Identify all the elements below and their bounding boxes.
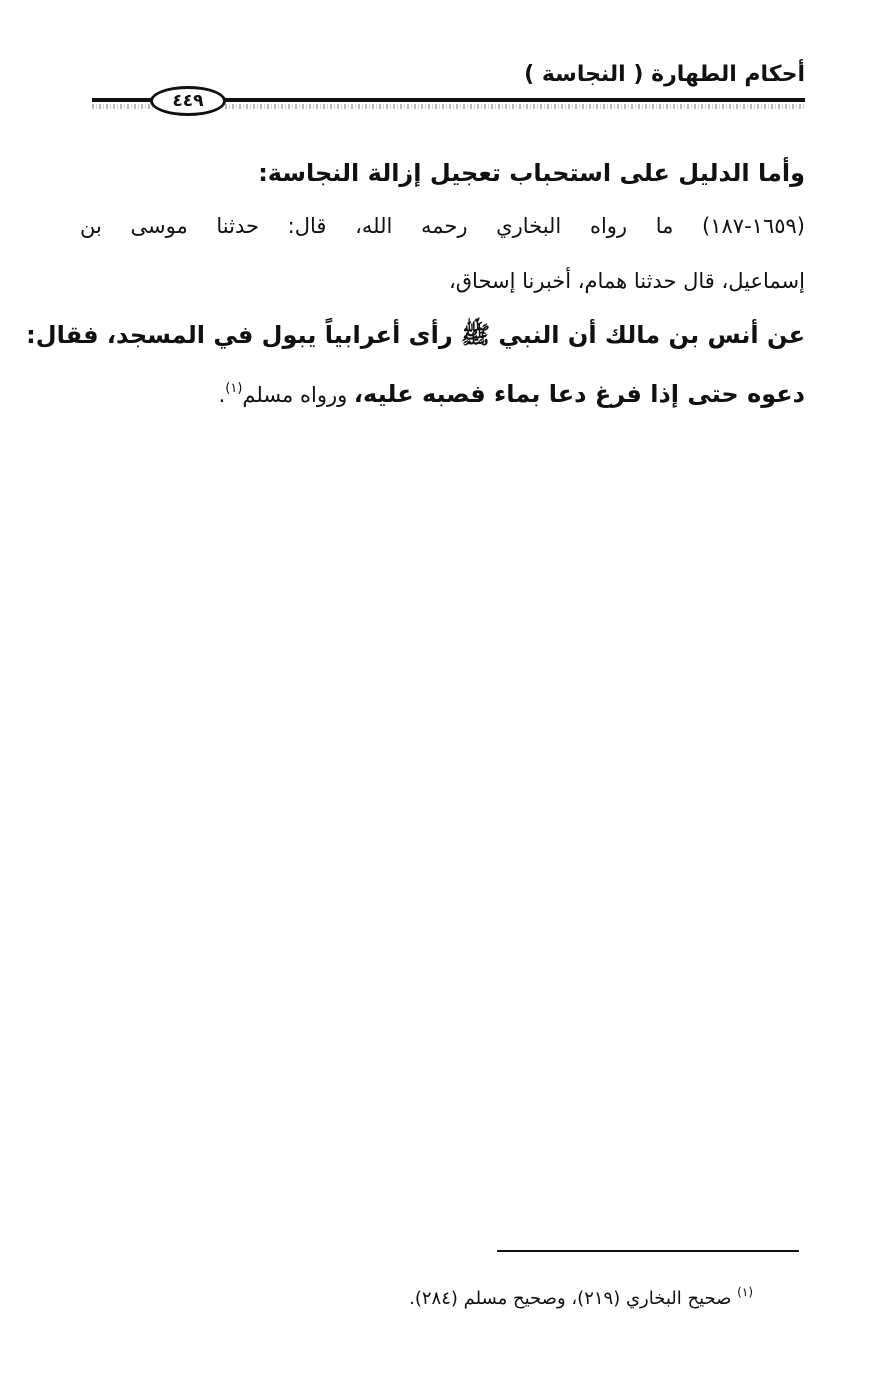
footnote-text: صحيح البخاري (٢١٩)، وصحيح مسلم (٢٨٤). [409,1288,738,1309]
footnote [409,1278,753,1313]
footnote-separator [497,1250,799,1252]
isnad-line-2: إسماعيل، قال حدثنا همام، أخبرنا إسحاق، [448,269,805,293]
hadith-text-line-2 [219,372,805,412]
end-punctuation: . [218,383,226,407]
hadith-text-line-1: عن أنس بن مالك أن النبي ﷺ رأى أعرابياً يبول في المسجد، فقال: [26,321,805,349]
running-title: أحكام الطهارة ( النجاسة ) [524,62,805,87]
hadith-text-bold: دعوه حتى إذا فرغ دعا بماء فصبه عليه، [353,380,805,408]
section-heading: وأما الدليل على استحباب تعجيل إزالة النجاسة: [258,159,805,187]
footnote-reference: (١) [225,381,243,396]
page-number-badge: ٤٤٩ [150,86,226,116]
riwaya-note: ورواه مسلم [242,383,354,407]
footnote-marker: (١) [737,1285,753,1299]
isnad-line-1: (١٦٥٩-١٨٧) ما رواه البخاري رحمه الله، قال: حدثنا موسى بن [80,214,805,238]
